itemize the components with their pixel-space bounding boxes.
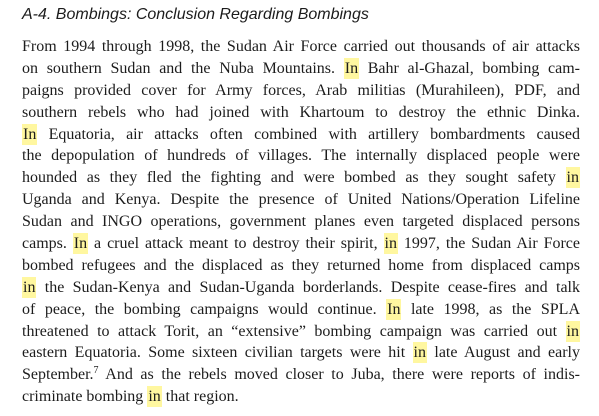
text-segment: Bahr al-Ghazal, bombing cam- — [359, 59, 580, 77]
body-paragraph — [22, 36, 580, 408]
search-highlight: in — [148, 388, 161, 406]
text-segment: Equatoria, air attacks often combined with artillery bombardments caused — [37, 125, 580, 143]
text-line — [22, 167, 580, 189]
text-segment: threatened to attack Torit, an “extensive” bombing campaign was carried out — [22, 322, 566, 340]
text-segment: September. — [22, 366, 94, 384]
text-line — [22, 58, 580, 80]
text-segment: Uganda and Kenya. Despite the presence of United Nations/Operation Lifeline — [22, 191, 580, 209]
text-segment: And as the rebels moved closer to Juba, there were reports of indis- — [98, 366, 580, 384]
text-line — [22, 145, 580, 167]
text-segment: criminate bombing — [22, 388, 148, 406]
text-segment: the depopulation of hundreds of villages. The internally displaced people were — [22, 147, 580, 165]
text-segment: paigns provided cover for Army forces, Arab militias (Murahileen), PDF, and — [22, 81, 580, 99]
search-highlight: in — [566, 322, 579, 340]
text-segment: a cruel attack meant to destroy their spirit, — [88, 235, 384, 253]
text-line — [22, 321, 580, 343]
text-segment: bombed refugees and the displaced as they returned home from displaced camps — [22, 256, 580, 274]
text-line — [22, 80, 580, 102]
search-highlight: in — [566, 169, 579, 187]
search-highlight: in — [23, 278, 36, 296]
text-segment: From 1994 through 1998, the Sudan Air Force carried out thousands of air attacks — [22, 38, 580, 55]
text-segment: Sudan and INGO operations, government planes even targeted displaced persons — [22, 213, 580, 231]
text-line — [22, 255, 580, 277]
text-line — [22, 102, 580, 124]
text-line — [22, 277, 580, 299]
text-segment: of peace, the bombing campaigns would continue. — [22, 300, 387, 318]
footnote-marker: 7 — [93, 365, 99, 377]
text-line — [22, 124, 580, 146]
search-highlight: in — [384, 235, 397, 253]
text-line — [22, 299, 580, 321]
text-segment: late August and early — [427, 344, 580, 362]
text-segment: that region. — [161, 388, 239, 406]
text-line — [22, 211, 580, 233]
search-highlight: In — [23, 125, 37, 143]
text-segment: on southern Sudan and the Nuba Mountains. — [22, 59, 344, 77]
text-line — [22, 233, 580, 255]
section-heading: A-4. Bombings: Conclusion Regarding Bombings — [22, 6, 369, 23]
search-highlight: In — [73, 235, 88, 253]
text-line — [22, 36, 580, 58]
text-segment: hounded as they fled the fighting and were bombed as they sought safety — [22, 169, 566, 187]
text-line — [22, 189, 580, 211]
text-line — [22, 386, 580, 408]
text-segment: camps. — [22, 235, 73, 253]
search-highlight: In — [387, 300, 401, 318]
text-segment: 1997, the Sudan Air Force — [397, 235, 581, 253]
text-line — [22, 342, 580, 364]
text-line — [22, 364, 580, 386]
text-segment: southern rebels who had joined with Khartoum to destroy the ethnic Dinka. — [22, 103, 580, 121]
text-segment: eastern Equatoria. Some sixteen civilian targets were hit — [22, 344, 413, 362]
search-highlight: In — [344, 59, 359, 77]
text-segment: late 1998, as the SPLA — [401, 300, 581, 318]
search-highlight: in — [413, 344, 426, 362]
text-segment: the Sudan-Kenya and Sudan-Uganda borderlands. Despite cease-fires and talk — [36, 278, 580, 296]
